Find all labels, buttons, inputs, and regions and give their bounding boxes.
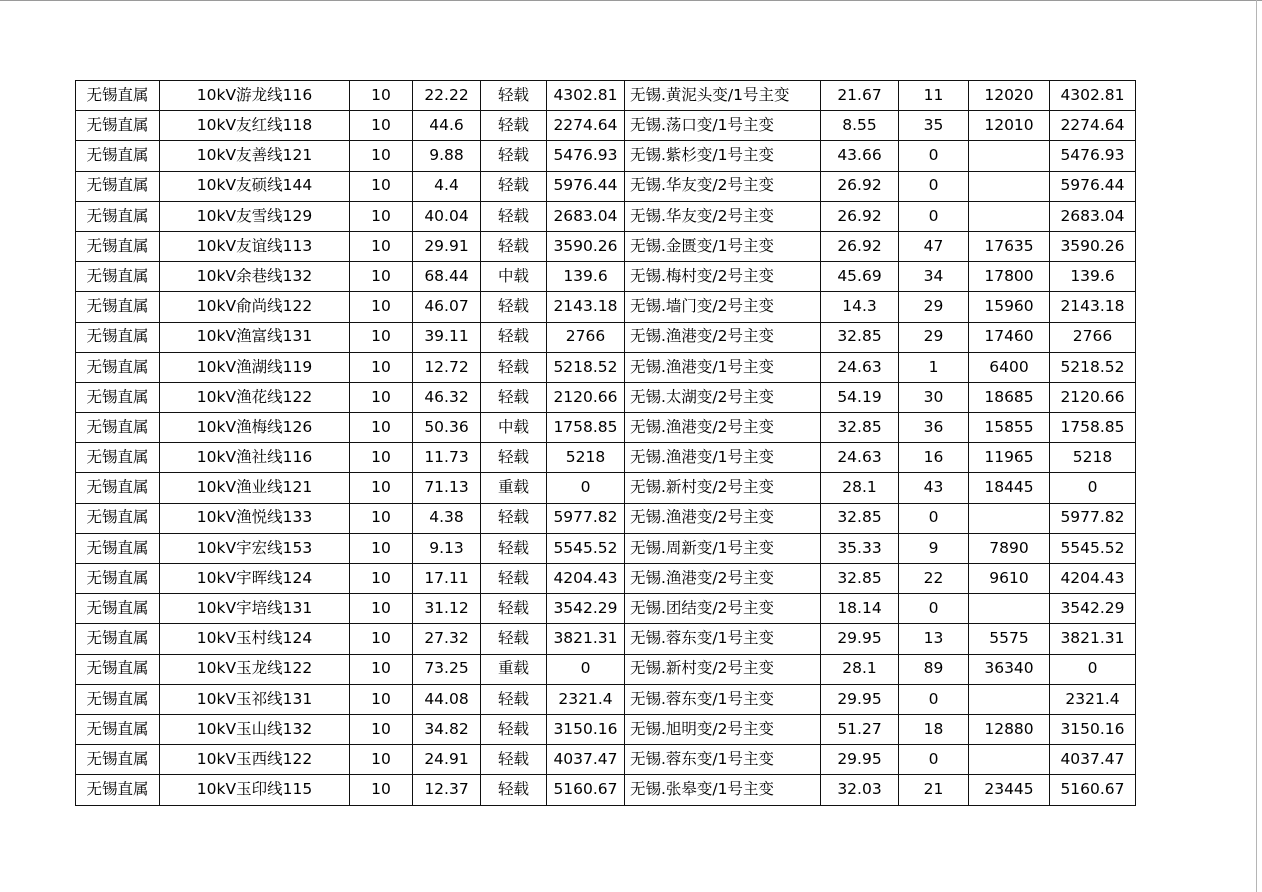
feeder-name-cell: 10kV游龙线116 (160, 81, 350, 111)
load-rate-cell: 34.82 (413, 714, 481, 744)
feeder-name-cell: 10kV友谊线113 (160, 231, 350, 261)
unit-cell: 无锡直属 (76, 413, 160, 443)
feeder-name-cell: 10kV玉山线132 (160, 714, 350, 744)
table-row (76, 564, 1136, 594)
user-capacity-cell: 17635 (969, 231, 1050, 261)
user-count-cell: 89 (899, 654, 969, 684)
voltage-cell: 10 (350, 624, 413, 654)
unit-cell: 无锡直属 (76, 292, 160, 322)
substation-transformer-cell: 无锡.蓉东变/1号主变 (625, 745, 821, 775)
substation-transformer-cell: 无锡.墙门变/2号主变 (625, 292, 821, 322)
available-capacity-cell: 0 (547, 473, 625, 503)
load-rate-cell: 44.6 (413, 111, 481, 141)
available-capacity-cell: 4302.81 (547, 81, 625, 111)
user-capacity-cell: 18445 (969, 473, 1050, 503)
user-capacity-cell: 6400 (969, 352, 1050, 382)
substation-transformer-cell: 无锡.渔港变/2号主变 (625, 564, 821, 594)
feeder-name-cell: 10kV余巷线132 (160, 262, 350, 292)
substation-transformer-cell: 无锡.黄泥头变/1号主变 (625, 81, 821, 111)
remaining-capacity-cell: 0 (1050, 654, 1136, 684)
table-row (76, 292, 1136, 322)
unit-cell: 无锡直属 (76, 745, 160, 775)
load-status-cell: 轻载 (481, 624, 547, 654)
transformer-load-rate-cell: 24.63 (821, 443, 899, 473)
voltage-cell: 10 (350, 654, 413, 684)
voltage-cell: 10 (350, 775, 413, 805)
remaining-capacity-cell: 3590.26 (1050, 231, 1136, 261)
remaining-capacity-cell: 5218 (1050, 443, 1136, 473)
unit-cell: 无锡直属 (76, 594, 160, 624)
load-status-cell: 轻载 (481, 231, 547, 261)
voltage-cell: 10 (350, 533, 413, 563)
voltage-cell: 10 (350, 201, 413, 231)
available-capacity-cell: 5218 (547, 443, 625, 473)
load-status-cell: 轻载 (481, 352, 547, 382)
load-status-cell: 重载 (481, 473, 547, 503)
feeder-name-cell: 10kV宇培线131 (160, 594, 350, 624)
remaining-capacity-cell: 2683.04 (1050, 201, 1136, 231)
remaining-capacity-cell: 2120.66 (1050, 382, 1136, 412)
table-row (76, 262, 1136, 292)
user-capacity-cell: 5575 (969, 624, 1050, 654)
feeder-name-cell: 10kV玉印线115 (160, 775, 350, 805)
user-capacity-cell (969, 745, 1050, 775)
available-capacity-cell: 4037.47 (547, 745, 625, 775)
load-status-cell: 重载 (481, 654, 547, 684)
user-count-cell: 0 (899, 171, 969, 201)
user-count-cell: 13 (899, 624, 969, 654)
voltage-cell: 10 (350, 473, 413, 503)
available-capacity-cell: 2766 (547, 322, 625, 352)
remaining-capacity-cell: 3821.31 (1050, 624, 1136, 654)
available-capacity-cell: 5545.52 (547, 533, 625, 563)
remaining-capacity-cell: 5545.52 (1050, 533, 1136, 563)
user-capacity-cell (969, 684, 1050, 714)
user-capacity-cell: 9610 (969, 564, 1050, 594)
unit-cell: 无锡直属 (76, 624, 160, 654)
load-status-cell: 中载 (481, 413, 547, 443)
user-count-cell: 30 (899, 382, 969, 412)
user-count-cell: 0 (899, 503, 969, 533)
table-row (76, 171, 1136, 201)
load-rate-cell: 27.32 (413, 624, 481, 654)
load-status-cell: 轻载 (481, 775, 547, 805)
remaining-capacity-cell: 3150.16 (1050, 714, 1136, 744)
transformer-load-rate-cell: 32.85 (821, 503, 899, 533)
unit-cell: 无锡直属 (76, 684, 160, 714)
table-row (76, 533, 1136, 563)
substation-transformer-cell: 无锡.渔港变/2号主变 (625, 322, 821, 352)
table-row (76, 352, 1136, 382)
feeder-name-cell: 10kV渔湖线119 (160, 352, 350, 382)
available-capacity-cell: 3821.31 (547, 624, 625, 654)
table-row (76, 141, 1136, 171)
transformer-load-rate-cell: 32.85 (821, 322, 899, 352)
feeder-name-cell: 10kV渔花线122 (160, 382, 350, 412)
available-capacity-cell: 0 (547, 654, 625, 684)
remaining-capacity-cell: 3542.29 (1050, 594, 1136, 624)
voltage-cell: 10 (350, 503, 413, 533)
load-rate-cell: 17.11 (413, 564, 481, 594)
remaining-capacity-cell: 5976.44 (1050, 171, 1136, 201)
user-capacity-cell: 7890 (969, 533, 1050, 563)
load-status-cell: 轻载 (481, 503, 547, 533)
transformer-load-rate-cell: 8.55 (821, 111, 899, 141)
load-status-cell: 轻载 (481, 443, 547, 473)
available-capacity-cell: 3542.29 (547, 594, 625, 624)
table-row (76, 111, 1136, 141)
load-rate-cell: 68.44 (413, 262, 481, 292)
available-capacity-cell: 5218.52 (547, 352, 625, 382)
user-capacity-cell: 12880 (969, 714, 1050, 744)
load-status-cell: 轻载 (481, 111, 547, 141)
user-count-cell: 11 (899, 81, 969, 111)
transformer-load-rate-cell: 29.95 (821, 684, 899, 714)
available-capacity-cell: 3150.16 (547, 714, 625, 744)
voltage-cell: 10 (350, 564, 413, 594)
load-rate-cell: 73.25 (413, 654, 481, 684)
table-row (76, 594, 1136, 624)
substation-transformer-cell: 无锡.周新变/1号主变 (625, 533, 821, 563)
user-capacity-cell: 17460 (969, 322, 1050, 352)
voltage-cell: 10 (350, 352, 413, 382)
available-capacity-cell: 5976.44 (547, 171, 625, 201)
substation-transformer-cell: 无锡.华友变/2号主变 (625, 171, 821, 201)
load-rate-cell: 29.91 (413, 231, 481, 261)
remaining-capacity-cell: 2766 (1050, 322, 1136, 352)
voltage-cell: 10 (350, 594, 413, 624)
substation-transformer-cell: 无锡.新村变/2号主变 (625, 654, 821, 684)
load-status-cell: 轻载 (481, 141, 547, 171)
feeder-name-cell: 10kV俞尚线122 (160, 292, 350, 322)
voltage-cell: 10 (350, 443, 413, 473)
voltage-cell: 10 (350, 231, 413, 261)
remaining-capacity-cell: 139.6 (1050, 262, 1136, 292)
available-capacity-cell: 4204.43 (547, 564, 625, 594)
feeder-name-cell: 10kV玉村线124 (160, 624, 350, 654)
substation-transformer-cell: 无锡.太湖变/2号主变 (625, 382, 821, 412)
voltage-cell: 10 (350, 714, 413, 744)
feeder-name-cell: 10kV渔悦线133 (160, 503, 350, 533)
remaining-capacity-cell: 5160.67 (1050, 775, 1136, 805)
feeder-load-table (75, 80, 1136, 806)
page-top-edge (0, 0, 1262, 1)
user-count-cell: 35 (899, 111, 969, 141)
load-rate-cell: 50.36 (413, 413, 481, 443)
user-count-cell: 16 (899, 443, 969, 473)
available-capacity-cell: 1758.85 (547, 413, 625, 443)
remaining-capacity-cell: 4302.81 (1050, 81, 1136, 111)
unit-cell: 无锡直属 (76, 503, 160, 533)
voltage-cell: 10 (350, 413, 413, 443)
available-capacity-cell: 5977.82 (547, 503, 625, 533)
load-rate-cell: 40.04 (413, 201, 481, 231)
substation-transformer-cell: 无锡.渔港变/2号主变 (625, 503, 821, 533)
load-rate-cell: 31.12 (413, 594, 481, 624)
voltage-cell: 10 (350, 745, 413, 775)
table-row (76, 624, 1136, 654)
feeder-name-cell: 10kV渔业线121 (160, 473, 350, 503)
unit-cell: 无锡直属 (76, 111, 160, 141)
unit-cell: 无锡直属 (76, 262, 160, 292)
table-row (76, 382, 1136, 412)
substation-transformer-cell: 无锡.蓉东变/1号主变 (625, 624, 821, 654)
voltage-cell: 10 (350, 81, 413, 111)
load-status-cell: 轻载 (481, 292, 547, 322)
voltage-cell: 10 (350, 382, 413, 412)
table-row (76, 745, 1136, 775)
user-count-cell: 0 (899, 684, 969, 714)
user-capacity-cell: 17800 (969, 262, 1050, 292)
load-rate-cell: 24.91 (413, 745, 481, 775)
load-rate-cell: 46.07 (413, 292, 481, 322)
load-rate-cell: 11.73 (413, 443, 481, 473)
available-capacity-cell: 2143.18 (547, 292, 625, 322)
transformer-load-rate-cell: 24.63 (821, 352, 899, 382)
unit-cell: 无锡直属 (76, 322, 160, 352)
user-count-cell: 0 (899, 745, 969, 775)
feeder-name-cell: 10kV友硕线144 (160, 171, 350, 201)
table-row (76, 413, 1136, 443)
transformer-load-rate-cell: 29.95 (821, 624, 899, 654)
transformer-load-rate-cell: 32.85 (821, 564, 899, 594)
unit-cell: 无锡直属 (76, 654, 160, 684)
user-count-cell: 29 (899, 322, 969, 352)
load-status-cell: 轻载 (481, 714, 547, 744)
available-capacity-cell: 2683.04 (547, 201, 625, 231)
substation-transformer-cell: 无锡.渔港变/2号主变 (625, 413, 821, 443)
table-row (76, 775, 1136, 805)
transformer-load-rate-cell: 28.1 (821, 654, 899, 684)
transformer-load-rate-cell: 26.92 (821, 171, 899, 201)
load-status-cell: 轻载 (481, 684, 547, 714)
load-rate-cell: 12.72 (413, 352, 481, 382)
remaining-capacity-cell: 0 (1050, 473, 1136, 503)
user-count-cell: 36 (899, 413, 969, 443)
remaining-capacity-cell: 2274.64 (1050, 111, 1136, 141)
load-rate-cell: 4.38 (413, 503, 481, 533)
transformer-load-rate-cell: 26.92 (821, 201, 899, 231)
user-count-cell: 34 (899, 262, 969, 292)
transformer-load-rate-cell: 54.19 (821, 382, 899, 412)
load-status-cell: 轻载 (481, 594, 547, 624)
unit-cell: 无锡直属 (76, 352, 160, 382)
transformer-load-rate-cell: 32.03 (821, 775, 899, 805)
transformer-load-rate-cell: 14.3 (821, 292, 899, 322)
feeder-name-cell: 10kV友雪线129 (160, 201, 350, 231)
unit-cell: 无锡直属 (76, 473, 160, 503)
load-status-cell: 轻载 (481, 745, 547, 775)
load-rate-cell: 12.37 (413, 775, 481, 805)
feeder-name-cell: 10kV玉龙线122 (160, 654, 350, 684)
user-count-cell: 29 (899, 292, 969, 322)
table-row (76, 322, 1136, 352)
table-row (76, 684, 1136, 714)
substation-transformer-cell: 无锡.渔港变/1号主变 (625, 443, 821, 473)
voltage-cell: 10 (350, 684, 413, 714)
available-capacity-cell: 2120.66 (547, 382, 625, 412)
feeder-name-cell: 10kV玉祁线131 (160, 684, 350, 714)
feeder-name-cell: 10kV渔梅线126 (160, 413, 350, 443)
load-rate-cell: 46.32 (413, 382, 481, 412)
user-capacity-cell: 36340 (969, 654, 1050, 684)
user-count-cell: 9 (899, 533, 969, 563)
table-row (76, 654, 1136, 684)
user-capacity-cell: 15960 (969, 292, 1050, 322)
available-capacity-cell: 139.6 (547, 262, 625, 292)
transformer-load-rate-cell: 51.27 (821, 714, 899, 744)
voltage-cell: 10 (350, 262, 413, 292)
available-capacity-cell: 5476.93 (547, 141, 625, 171)
user-capacity-cell: 15855 (969, 413, 1050, 443)
load-rate-cell: 44.08 (413, 684, 481, 714)
substation-transformer-cell: 无锡.荡口变/1号主变 (625, 111, 821, 141)
available-capacity-cell: 3590.26 (547, 231, 625, 261)
load-rate-cell: 9.88 (413, 141, 481, 171)
load-status-cell: 轻载 (481, 322, 547, 352)
unit-cell: 无锡直属 (76, 775, 160, 805)
voltage-cell: 10 (350, 322, 413, 352)
unit-cell: 无锡直属 (76, 81, 160, 111)
user-count-cell: 22 (899, 564, 969, 594)
remaining-capacity-cell: 4204.43 (1050, 564, 1136, 594)
transformer-load-rate-cell: 35.33 (821, 533, 899, 563)
remaining-capacity-cell: 5476.93 (1050, 141, 1136, 171)
feeder-name-cell: 10kV宇晖线124 (160, 564, 350, 594)
transformer-load-rate-cell: 43.66 (821, 141, 899, 171)
user-capacity-cell (969, 503, 1050, 533)
substation-transformer-cell: 无锡.蓉东变/1号主变 (625, 684, 821, 714)
remaining-capacity-cell: 1758.85 (1050, 413, 1136, 443)
table-row (76, 443, 1136, 473)
transformer-load-rate-cell: 26.92 (821, 231, 899, 261)
load-rate-cell: 71.13 (413, 473, 481, 503)
load-status-cell: 轻载 (481, 201, 547, 231)
substation-transformer-cell: 无锡.华友变/2号主变 (625, 201, 821, 231)
substation-transformer-cell: 无锡.新村变/2号主变 (625, 473, 821, 503)
available-capacity-cell: 5160.67 (547, 775, 625, 805)
feeder-name-cell: 10kV渔富线131 (160, 322, 350, 352)
user-capacity-cell: 23445 (969, 775, 1050, 805)
user-capacity-cell (969, 594, 1050, 624)
voltage-cell: 10 (350, 171, 413, 201)
user-capacity-cell: 18685 (969, 382, 1050, 412)
voltage-cell: 10 (350, 111, 413, 141)
user-capacity-cell (969, 201, 1050, 231)
remaining-capacity-cell: 2321.4 (1050, 684, 1136, 714)
table-row (76, 81, 1136, 111)
substation-transformer-cell: 无锡.梅村变/2号主变 (625, 262, 821, 292)
unit-cell: 无锡直属 (76, 533, 160, 563)
user-capacity-cell: 12020 (969, 81, 1050, 111)
table-row (76, 231, 1136, 261)
user-count-cell: 47 (899, 231, 969, 261)
substation-transformer-cell: 无锡.金匮变/1号主变 (625, 231, 821, 261)
transformer-load-rate-cell: 18.14 (821, 594, 899, 624)
remaining-capacity-cell: 2143.18 (1050, 292, 1136, 322)
substation-transformer-cell: 无锡.紫杉变/1号主变 (625, 141, 821, 171)
table-row (76, 503, 1136, 533)
user-count-cell: 0 (899, 141, 969, 171)
load-rate-cell: 4.4 (413, 171, 481, 201)
page-right-edge (1256, 0, 1257, 892)
user-capacity-cell (969, 141, 1050, 171)
remaining-capacity-cell: 5977.82 (1050, 503, 1136, 533)
table-body (76, 81, 1136, 806)
feeder-name-cell: 10kV宇宏线153 (160, 533, 350, 563)
transformer-load-rate-cell: 21.67 (821, 81, 899, 111)
feeder-name-cell: 10kV渔社线116 (160, 443, 350, 473)
available-capacity-cell: 2274.64 (547, 111, 625, 141)
transformer-load-rate-cell: 45.69 (821, 262, 899, 292)
unit-cell: 无锡直属 (76, 443, 160, 473)
table-row (76, 714, 1136, 744)
load-rate-cell: 22.22 (413, 81, 481, 111)
feeder-name-cell: 10kV玉西线122 (160, 745, 350, 775)
voltage-cell: 10 (350, 292, 413, 322)
unit-cell: 无锡直属 (76, 201, 160, 231)
user-count-cell: 18 (899, 714, 969, 744)
unit-cell: 无锡直属 (76, 382, 160, 412)
unit-cell: 无锡直属 (76, 564, 160, 594)
feeder-name-cell: 10kV友善线121 (160, 141, 350, 171)
user-count-cell: 43 (899, 473, 969, 503)
load-status-cell: 轻载 (481, 171, 547, 201)
user-count-cell: 0 (899, 201, 969, 231)
unit-cell: 无锡直属 (76, 171, 160, 201)
table-row (76, 201, 1136, 231)
user-capacity-cell (969, 171, 1050, 201)
substation-transformer-cell: 无锡.团结变/2号主变 (625, 594, 821, 624)
remaining-capacity-cell: 5218.52 (1050, 352, 1136, 382)
voltage-cell: 10 (350, 141, 413, 171)
load-status-cell: 轻载 (481, 564, 547, 594)
transformer-load-rate-cell: 32.85 (821, 413, 899, 443)
unit-cell: 无锡直属 (76, 141, 160, 171)
substation-transformer-cell: 无锡.张皋变/1号主变 (625, 775, 821, 805)
load-status-cell: 轻载 (481, 533, 547, 563)
user-capacity-cell: 11965 (969, 443, 1050, 473)
user-capacity-cell: 12010 (969, 111, 1050, 141)
load-status-cell: 中载 (481, 262, 547, 292)
user-count-cell: 0 (899, 594, 969, 624)
user-count-cell: 21 (899, 775, 969, 805)
available-capacity-cell: 2321.4 (547, 684, 625, 714)
substation-transformer-cell: 无锡.旭明变/2号主变 (625, 714, 821, 744)
transformer-load-rate-cell: 28.1 (821, 473, 899, 503)
remaining-capacity-cell: 4037.47 (1050, 745, 1136, 775)
user-count-cell: 1 (899, 352, 969, 382)
table-row (76, 473, 1136, 503)
load-rate-cell: 39.11 (413, 322, 481, 352)
load-rate-cell: 9.13 (413, 533, 481, 563)
unit-cell: 无锡直属 (76, 231, 160, 261)
substation-transformer-cell: 无锡.渔港变/1号主变 (625, 352, 821, 382)
unit-cell: 无锡直属 (76, 714, 160, 744)
feeder-name-cell: 10kV友红线118 (160, 111, 350, 141)
load-status-cell: 轻载 (481, 382, 547, 412)
transformer-load-rate-cell: 29.95 (821, 745, 899, 775)
load-status-cell: 轻载 (481, 81, 547, 111)
